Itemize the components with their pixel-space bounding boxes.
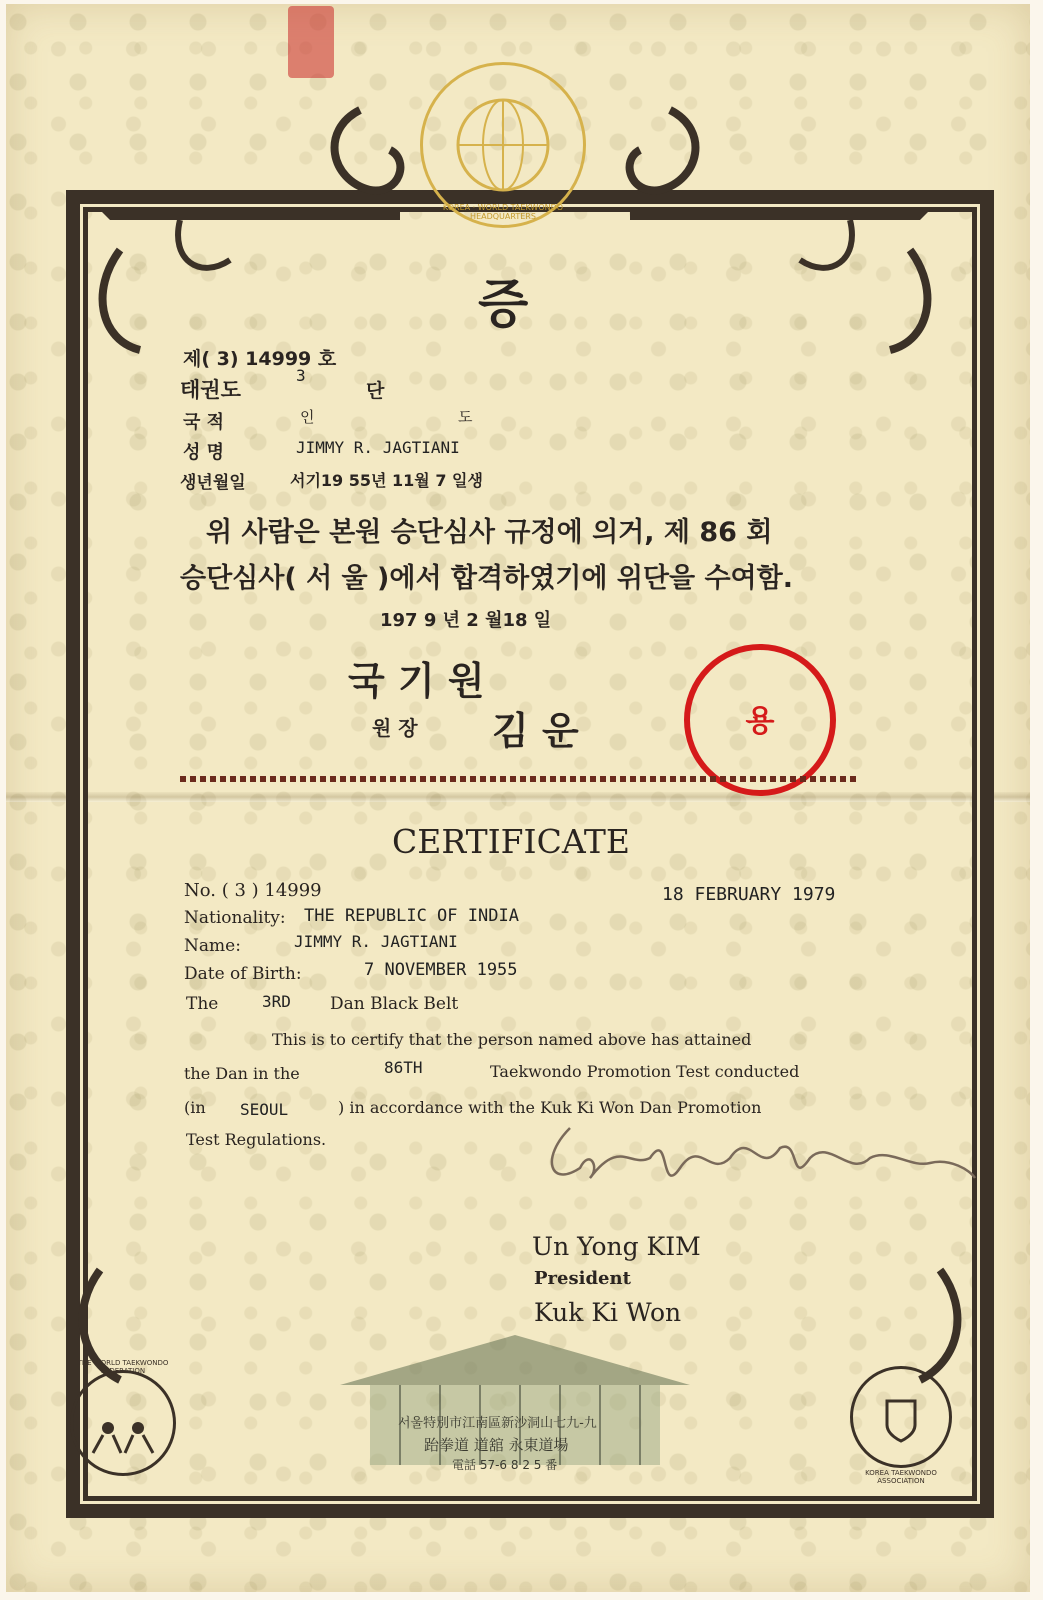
korean-name-value: JIMMY R. JAGTIANI: [296, 438, 460, 457]
english-nationality-label: Nationality:: [184, 908, 286, 928]
world-taekwondo-federation-logo: [70, 1359, 176, 1476]
section-divider: [180, 776, 856, 782]
handwritten-signature: [530, 1098, 980, 1218]
korean-dan-value: 3: [296, 366, 306, 385]
korea-taekwondo-association-logo: [850, 1366, 952, 1485]
emblem-ring-text: KOREA · WORLD TAEKWONDO HEADQUARTERS: [442, 203, 564, 221]
signatory-organization: Kuk Ki Won: [534, 1298, 682, 1327]
english-body-line3-a: (in: [184, 1098, 206, 1117]
korean-heading: 증: [478, 275, 529, 335]
shield-icon: [853, 1369, 949, 1465]
korean-number-line: 제( 3) 14999 호: [183, 348, 337, 370]
english-body-line2-b: 86TH: [384, 1058, 423, 1077]
english-date: 18 FEBRUARY 1979: [662, 884, 836, 905]
building-caption-line3: 電話 57-6 8 2 5 番: [452, 1458, 558, 1472]
english-rank-label: The: [186, 994, 219, 1014]
korean-nationality-value-1: 인: [300, 408, 315, 426]
fighters-icon: [73, 1373, 173, 1473]
building-caption-line1: 서울特別市江南區新沙洞山七九-九: [398, 1416, 597, 1431]
korean-dob-value: 서기19 55년 11월 7 일생: [290, 471, 483, 490]
korean-president-name: 김 운: [492, 709, 579, 753]
korean-president-title: 원 장: [372, 716, 418, 740]
korean-issue-date: 197 9 년 2 월18 일: [380, 610, 552, 631]
top-left-scroll-ornament: [60, 70, 420, 370]
korean-dan-label: 태권도: [180, 378, 241, 402]
korean-organization: 국 기 원: [348, 659, 485, 703]
korean-dan-suffix: 단: [366, 380, 385, 402]
world-taekwondo-headquarters-emblem: [420, 62, 586, 228]
english-body-line2-a: the Dan in the: [184, 1064, 300, 1083]
english-body-line2-c: Taekwondo Promotion Test conducted: [490, 1062, 800, 1081]
english-number: No. ( 3 ) 14999: [184, 880, 322, 901]
right-logo-text: KOREA TAEKWONDO ASSOCIATION: [865, 1469, 937, 1485]
english-dob-label: Date of Birth:: [184, 964, 302, 984]
english-name-value: JIMMY R. JAGTIANI: [294, 932, 458, 951]
korean-statement-line2: 승단심사( 서 울 )에서 합격하였기에 위단을 수여함.: [180, 563, 793, 594]
english-rank-suffix: Dan Black Belt: [330, 994, 459, 1014]
korean-name-label: 성 명: [183, 442, 225, 463]
left-logo-text: THE WORLD TAEKWONDO FEDERATION: [77, 1359, 169, 1375]
signatory-name: Un Yong KIM: [532, 1232, 701, 1261]
english-dob-value: 7 NOVEMBER 1955: [364, 960, 518, 980]
seal-text: 용: [745, 704, 775, 739]
top-right-scroll-ornament: [610, 70, 970, 370]
english-body-line1: This is to certify that the person named above has attained: [272, 1030, 752, 1049]
red-official-seal: [684, 644, 836, 796]
korean-nationality-label: 국 적: [183, 412, 225, 433]
building-caption-line2: 跆拳道 道舘 永東道場: [424, 1436, 569, 1454]
globe-icon: [423, 65, 583, 225]
english-body-line4: Test Regulations.: [186, 1130, 327, 1149]
korean-dob-label: 생년월일: [180, 473, 246, 493]
korean-nationality-value-2: 도: [458, 408, 473, 426]
english-nationality-value: THE REPUBLIC OF INDIA: [304, 906, 519, 926]
red-stamp-mark: [288, 6, 334, 78]
english-title: CERTIFICATE: [392, 822, 630, 861]
english-body-line3-c: ) in accordance with the Kuk Ki Won Dan Promotion: [338, 1098, 762, 1117]
english-name-label: Name:: [184, 936, 241, 956]
korean-statement-line1: 위 사람은 본원 승단심사 규정에 의거, 제 86 회: [206, 517, 773, 548]
english-body-line3-b: SEOUL: [240, 1100, 289, 1119]
english-rank-value: 3RD: [262, 992, 291, 1011]
signatory-title: President: [534, 1268, 631, 1289]
